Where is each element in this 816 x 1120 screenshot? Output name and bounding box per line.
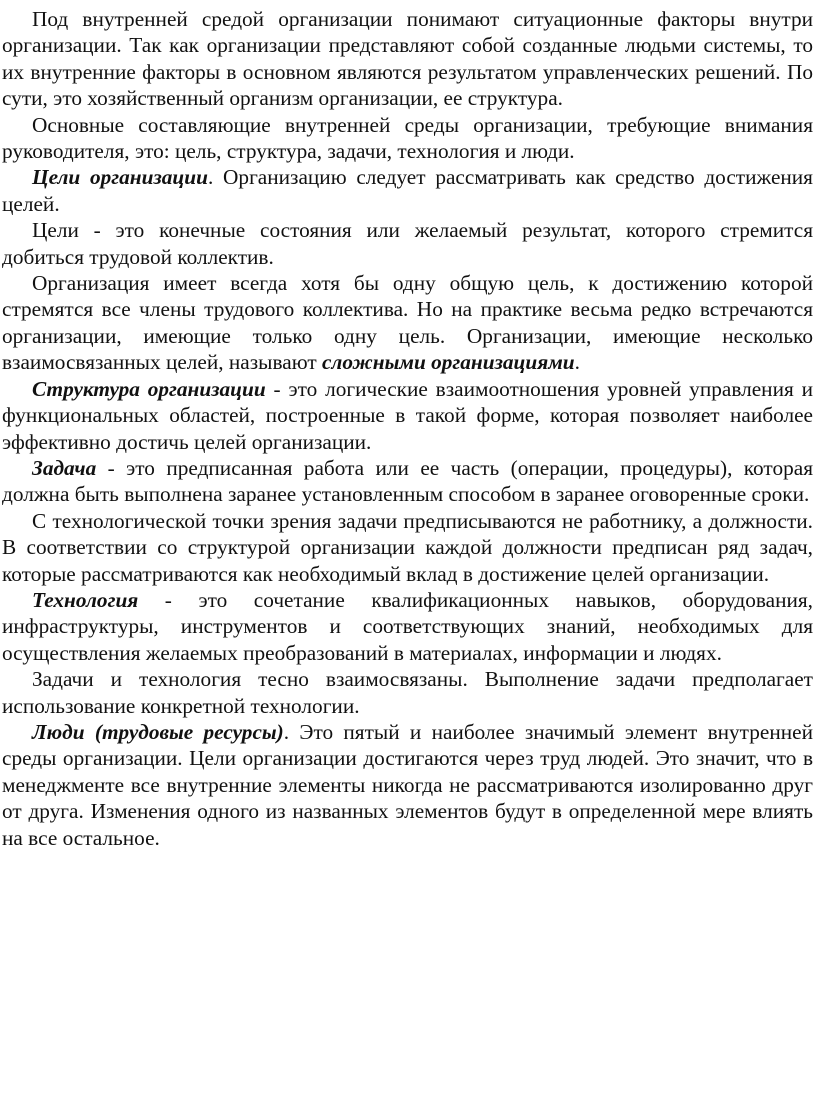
paragraph-5	[2, 270, 813, 376]
text-segment: . Организацию следует рассматривать как средство достижения целей.	[2, 165, 813, 216]
term-technology: Технология	[32, 587, 139, 612]
paragraph-11	[2, 719, 813, 851]
paragraph-6	[2, 376, 813, 455]
term-task: Задача	[32, 455, 97, 480]
text-segment: - это логические взаимоотношения уровней управления и функциональных областей, построенные в такой форме, которая позволяет наиболее эффективно достичь целей организации.	[2, 376, 813, 454]
text-segment: Организация имеет всегда хотя бы одну общую цель, к достижению которой стремятся все члены трудового коллектива. Но на практике весьма редко встречаются организации, имеющие только одну цель. Организации, имеющие несколько взаимосвязанных целей, называют	[2, 271, 813, 375]
paragraph-3	[2, 164, 813, 217]
text-segment: Под внутренней средой организации понимают ситуационные факторы внутри организации. Так как организации представляют собой созданные людьми системы, то их внутренние факторы в основном являются результатом управленческих решений. По сути, это хозяйственный организм организации, ее структура.	[2, 7, 813, 111]
paragraph-10	[2, 666, 813, 719]
term-people: Люди (трудовые ресурсы)	[32, 719, 284, 744]
paragraph-2	[2, 112, 813, 165]
paragraph-9	[2, 587, 813, 666]
text-segment: .	[574, 350, 580, 375]
paragraph-7	[2, 455, 813, 508]
text-segment: - это сочетание квалификационных навыков, оборудования, инфраструктуры, инструментов и соответствующих знаний, необходимых для осуществления желаемых преобразований в материалах, информации и людях.	[2, 587, 813, 665]
paragraph-8	[2, 508, 813, 587]
term-goals: Цели организации	[32, 165, 208, 190]
term-structure: Структура организации	[32, 376, 266, 401]
text-segment: - это предписанная работа или ее часть (операции, процедуры), которая должна быть выполнена заранее установленным способом в заранее оговоренные сроки.	[2, 455, 813, 507]
text-segment: . Это пятый и наиболее значимый элемент внутренней среды организации. Цели организации достигаются через труд людей. Это значит, что в менеджменте все внутренние элементы никогда не рассматриваются изолированно друг от друга. Изменения одного из названных элементов будут в определенной мере влиять на все остальное.	[2, 719, 813, 850]
paragraph-4	[2, 217, 813, 270]
text-segment: Задачи и технология тесно взаимосвязаны. Выполнение задачи предполагает использование конкретной технологии.	[2, 667, 813, 718]
text-segment: Основные составляющие внутренней среды организации, требующие внимания руководителя, это: цель, структура, задачи, технология и люди.	[2, 112, 813, 164]
paragraph-1	[2, 6, 813, 112]
text-segment: Цели - это конечные состояния или желаемый результат, которого стремится добиться трудовой коллектив.	[2, 218, 813, 269]
term-complex-organizations: сложными организациями	[321, 350, 575, 375]
text-segment: С технологической точки зрения задачи предписываются не работнику, а должности. В соответствии со структурой организации каждой должности предписан ряд задач, которые рассматриваются как необходимый вклад в достижение целей организации.	[2, 508, 813, 586]
